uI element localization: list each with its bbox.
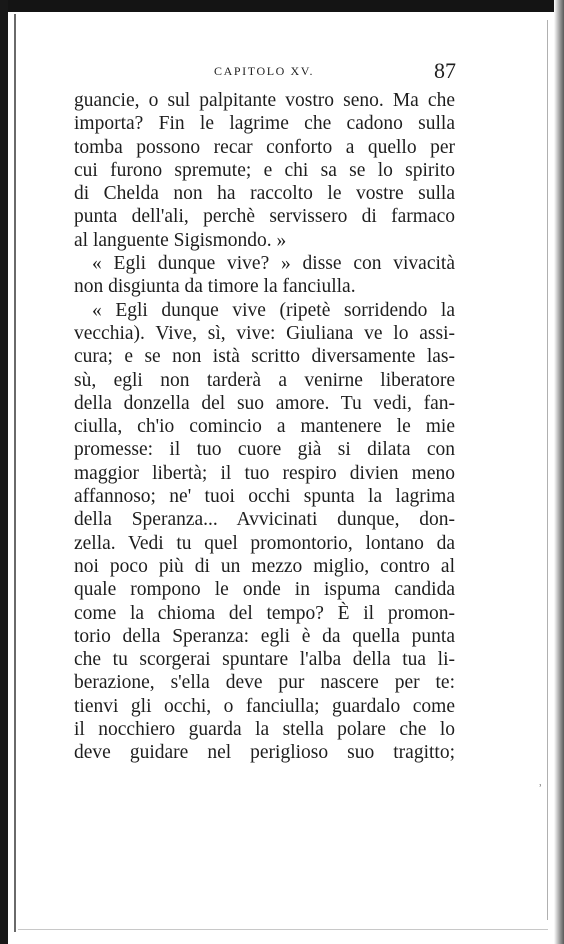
- margin-mark: ʾ: [538, 783, 543, 798]
- text-line: punta dell'ali, perchè servissero di farmaco: [74, 206, 455, 228]
- text-line: deve guidare nel periglioso suo tragitto;: [74, 742, 455, 764]
- text-line: della Speranza... Avvicinati dunque, don-: [74, 509, 455, 531]
- text-line: che tu scorgerai spuntare l'alba della tua li-: [74, 649, 455, 671]
- text-line: della donzella del suo amore. Tu vedi, fan-: [74, 392, 455, 414]
- text-line: « Egli dunque vive? » disse con vivacità: [92, 253, 455, 275]
- text-line: noi poco più di un mezzo miglio, contro al: [74, 555, 455, 577]
- text-line: cura; e se non istà scritto diversamente las-: [74, 346, 455, 368]
- text-line: il nocchiero guarda la stella polare che lo: [74, 719, 455, 741]
- text-line: guancie, o sul palpitante vostro seno. Ma che: [74, 90, 455, 111]
- text-line: affannoso; ne' tuoi occhi spunta la lagrima: [74, 486, 455, 508]
- text-line: tienvi gli occhi, o fanciulla; guardalo come: [74, 695, 455, 717]
- text-line: importa? Fin le lagrime che cadono sulla: [74, 113, 455, 135]
- text-line: maggior libertà; il tuo respiro divien meno: [74, 462, 455, 484]
- text-line: ciulla, ch'io comincio a mantenere le mie: [74, 416, 455, 438]
- text-line: tomba possono recar conforto a quello per: [74, 136, 455, 158]
- text-line: vecchia). Vive, sì, vive: Giuliana ve lo assi-: [74, 322, 455, 344]
- text-line: torio della Speranza: egli è da quella punta: [74, 625, 455, 647]
- text-line: come la chioma del tempo? È il promon-: [74, 602, 455, 624]
- running-head: CAPITOLO XV.: [214, 64, 315, 78]
- text-line: cui furono spremute; e chi sa se lo spirito: [74, 159, 455, 181]
- text-line: sù, egli non tarderà a venirne liberatore: [74, 369, 455, 391]
- page-number: 87: [434, 58, 456, 83]
- text-line: promesse: il tuo cuore già si dilata con: [74, 439, 455, 461]
- text-line: non disgiunta da timore la fanciulla.: [74, 276, 356, 298]
- text-line: quale rompono le onde in ispuma candida: [74, 579, 455, 601]
- text-line: berazione, s'ella deve pur nascere per te:: [74, 672, 455, 694]
- text-line: di Chelda non ha raccolto le vostre sulla: [74, 183, 455, 205]
- text-line: « Egli dunque vive (ripetè sorridendo la: [92, 299, 455, 321]
- text-line: al languente Sigismondo. »: [74, 229, 287, 251]
- text-line: zella. Vedi tu quel promontorio, lontano da: [74, 532, 455, 554]
- body-text: [74, 89, 455, 765]
